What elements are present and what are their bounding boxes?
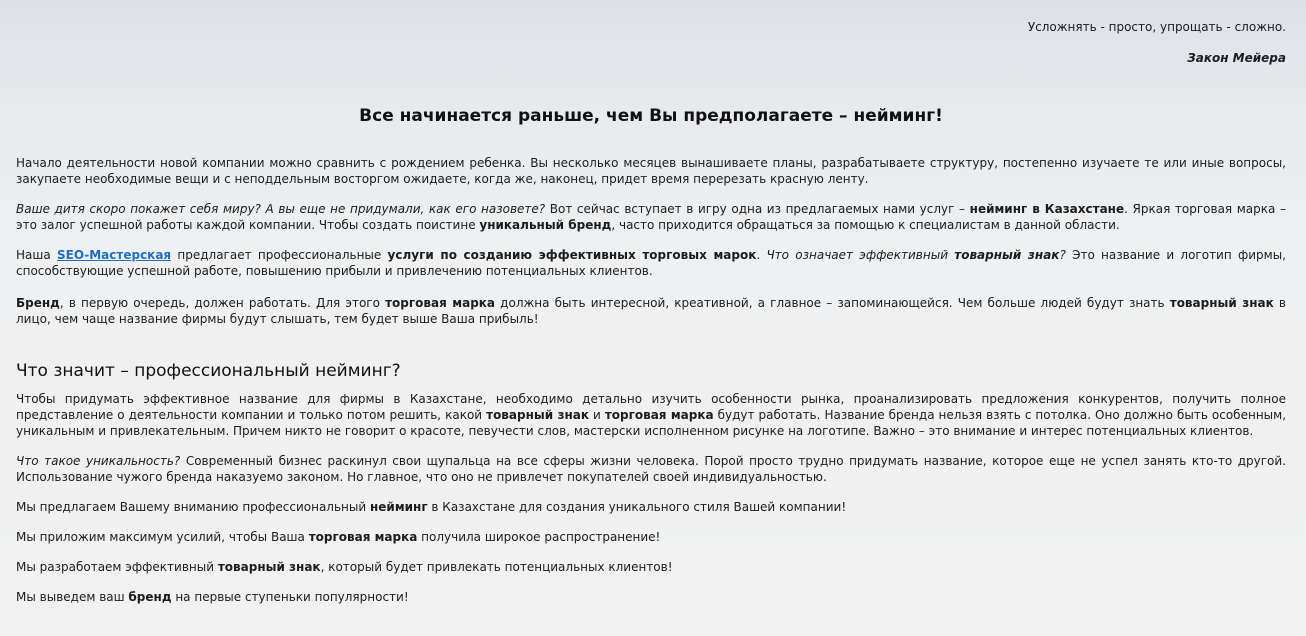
paragraph-seo-workshop [16, 247, 1286, 279]
text-span: Это название и логотип фирмы, способствующие успешной работе, повышению прибыли и привлечению потенциальных клиентов. [16, 248, 1286, 278]
paragraph-naming-offer [16, 201, 1286, 233]
seo-workshop-link[interactable]: SEO-Мастерская [56, 248, 172, 262]
question-text: Что означает эффективный [766, 248, 955, 262]
epigraph-author: Закон Мейера [1187, 51, 1286, 65]
keyword-bold: услуги по созданию эффективных торговых марок [387, 248, 757, 262]
text-span: на первые ступеньки популярности! [171, 590, 409, 604]
question-text: Ваше дитя скоро покажет себя миру? А вы еще не придумали, как его назовете? [16, 202, 546, 216]
text-span: . Яркая торговая марка – это залог успешной работы каждой компании. Чтобы создать поистине [16, 202, 1286, 232]
text-span: и [589, 408, 605, 422]
paragraph-offer-sign [16, 559, 1286, 575]
keyword-bold: товарный знак [486, 408, 590, 422]
text-span: . [756, 248, 767, 262]
text-span: получила широкое распространение! [417, 530, 661, 544]
paragraph-offer-naming [16, 499, 1286, 515]
keyword-bold: уникальный бренд [479, 218, 612, 232]
text-span: Мы выведем ваш [16, 590, 129, 604]
keyword-bold: бренд [128, 590, 172, 604]
question-mark: ? [1059, 248, 1066, 262]
epigraph [16, 0, 1286, 65]
text-span: Чтобы придумать эффективное название для фирмы в Казахстане, необходимо детально изучить особенности рынка, проанализировать предложения конкурентов, получить полное представление о деятельности компании и только потом решить, какой [16, 392, 1286, 422]
keyword-bold: торговая марка [385, 296, 496, 310]
keyword-bold: торговая марка [604, 408, 714, 422]
keyword-bold: товарный знак [217, 560, 321, 574]
keyword-bold: товарный знак [1169, 296, 1274, 310]
paragraph-offer-trademark [16, 529, 1286, 545]
text-span: Мы приложим максимум усилий, чтобы Ваша [16, 530, 309, 544]
paragraph-offer-brand [16, 589, 1286, 605]
text-span: Вот сейчас вступает в игру одна из предлагаемых нами услуг – [545, 202, 970, 216]
keyword-bold: торговая марка [308, 530, 418, 544]
text-span: , который будет привлекать потенциальных клиентов! [320, 560, 673, 574]
text-span: предлагает профессиональные [171, 248, 388, 262]
paragraph-brand [16, 295, 1286, 327]
keyword-bold: нейминг [369, 500, 428, 514]
keyword-bold-italic: товарный знак [954, 248, 1060, 262]
keyword-bold: нейминг в Казахстане [969, 202, 1125, 216]
text-span: должна быть интересной, креативной, а главное – запоминающейся. Чем больше людей будут знать [495, 296, 1170, 310]
text-span: Мы предлагаем Вашему вниманию профессиональный [16, 500, 370, 514]
keyword-bold: Бренд [16, 296, 60, 310]
section-subtitle: Что значит – профессиональный нейминг? [16, 361, 401, 381]
text-span: Современный бизнес раскинул свои щупальца на все сферы жизни человека. Порой просто трудно придумать название, которое еще не успел занять кто-то другой. Использование чужого бренда наказуемо законом. Но главное, что оно не привлечет покупателей своей индивидуальностью. [16, 454, 1286, 484]
page-title: Все начинается раньше, чем Вы предполагаете – нейминг! [359, 106, 943, 126]
paragraph-uniqueness [16, 453, 1286, 485]
text-span: будут работать. Название бренда нельзя взять с потолка. Оно должно быть особенным, уникальным и привлекательным. Причем никто не говорит о красоте, певучести слов, мастерски исполненном рисунке на логотипе. Важно – это внимание и интерес потенциальных клиентов. [16, 408, 1287, 438]
text-span: Наша [16, 248, 57, 262]
paragraph-intro: Начало деятельности новой компании можно сравнить с рождением ребенка. Вы несколько месяцев вынашиваете планы, разрабатываете структуру, постепенно изучаете те или иные вопросы, закупаете необходимые вещи и с неподдельным восторгом ожидаете, когда же, наконец, придет время перерезать красную ленту. [16, 156, 1286, 186]
question-text: Что такое уникальность? [16, 454, 181, 468]
text-span: , в первую очередь, должен работать. Для этого [59, 296, 386, 310]
text-span: Мы разработаем эффективный [16, 560, 218, 574]
text-span: в лицо, чем чаще название фирмы будут слышать, тем будет выше Ваша прибыль! [16, 296, 1286, 326]
text-span: в Казахстане для создания уникального стиля Вашей компании! [427, 500, 847, 514]
text-span: , часто приходится обращаться за помощью к специалистам в данной области. [611, 218, 1120, 232]
paragraph-effective-name [16, 391, 1286, 439]
epigraph-quote: Усложнять - просто, упрощать - сложно. [1027, 20, 1286, 34]
